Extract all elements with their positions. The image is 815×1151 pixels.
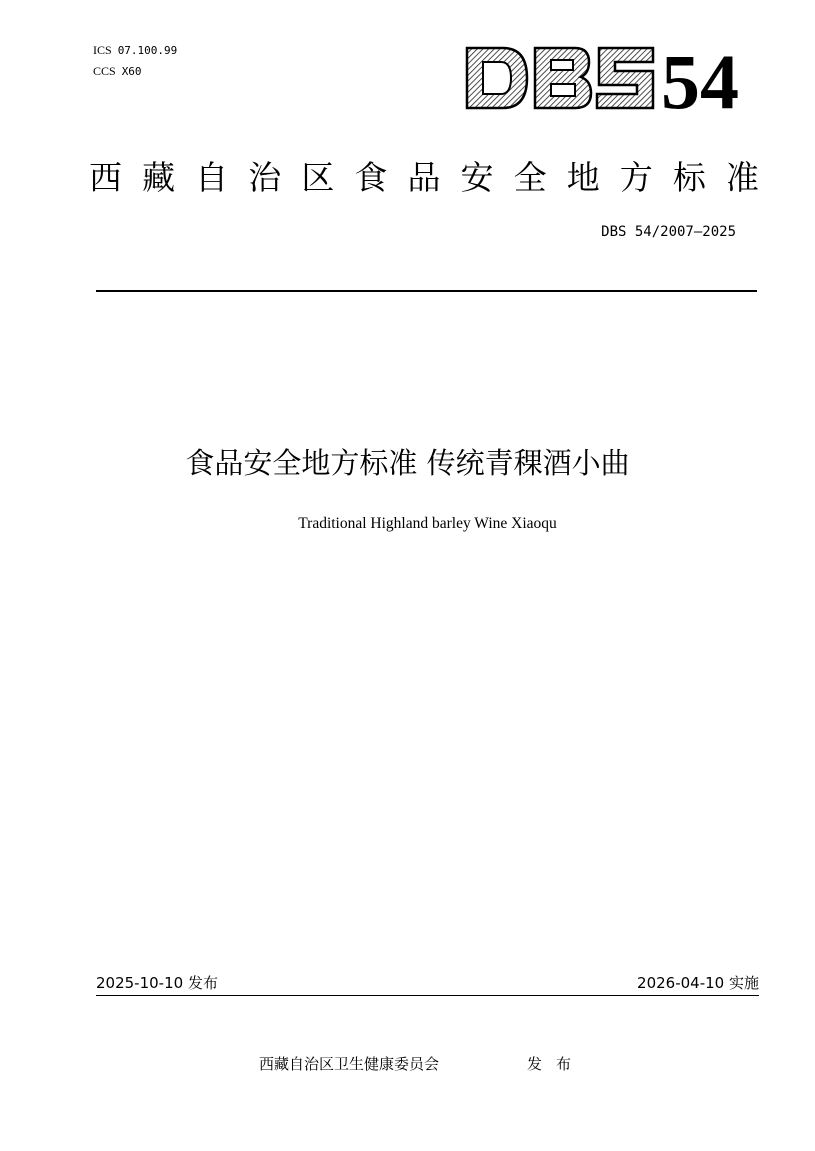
issuing-authority: 西藏自治区卫生健康委员会 — [259, 1055, 440, 1073]
header-divider — [96, 290, 757, 292]
category-char: 食 — [354, 158, 388, 197]
ccs-row — [93, 61, 177, 82]
dbs54-logo — [463, 40, 741, 114]
issue-date: 2025-10-10 发布 — [96, 974, 218, 992]
document-title-english: Traditional Highland barley Wine Xiaoqu — [298, 515, 557, 532]
category-char: 藏 — [142, 158, 176, 197]
logo-letter-d — [467, 48, 527, 108]
category-char: 准 — [725, 158, 759, 197]
logo-number: 54 — [661, 40, 739, 114]
category-char: 区 — [301, 158, 335, 197]
logo-letter-b — [535, 48, 591, 108]
ics-value: 07.100.99 — [117, 44, 178, 57]
standard-number: DBS 54/2007—2025 — [601, 224, 736, 240]
category-char: 自 — [195, 158, 229, 197]
footer-divider — [96, 995, 759, 996]
category-char: 地 — [566, 158, 600, 197]
logo-letter-s — [597, 48, 653, 108]
document-title: 食品安全地方标准 传统青稞酒小曲 — [185, 446, 630, 480]
ics-label: ICS — [93, 43, 112, 57]
category-char: 安 — [460, 158, 494, 197]
classification-codes — [93, 40, 177, 82]
category-char: 标 — [672, 158, 706, 197]
ccs-label: CCS — [93, 64, 116, 78]
category-char: 治 — [248, 158, 282, 197]
standard-category — [89, 152, 759, 204]
ics-row — [93, 40, 177, 61]
ccs-value: X60 — [121, 65, 142, 78]
category-char: 西 — [89, 158, 122, 197]
issue-verb: 发布 — [527, 1055, 586, 1073]
category-char: 全 — [513, 158, 547, 197]
implementation-date: 2026-04-10 实施 — [637, 974, 759, 992]
category-char: 方 — [619, 158, 653, 197]
category-char: 品 — [407, 158, 441, 197]
